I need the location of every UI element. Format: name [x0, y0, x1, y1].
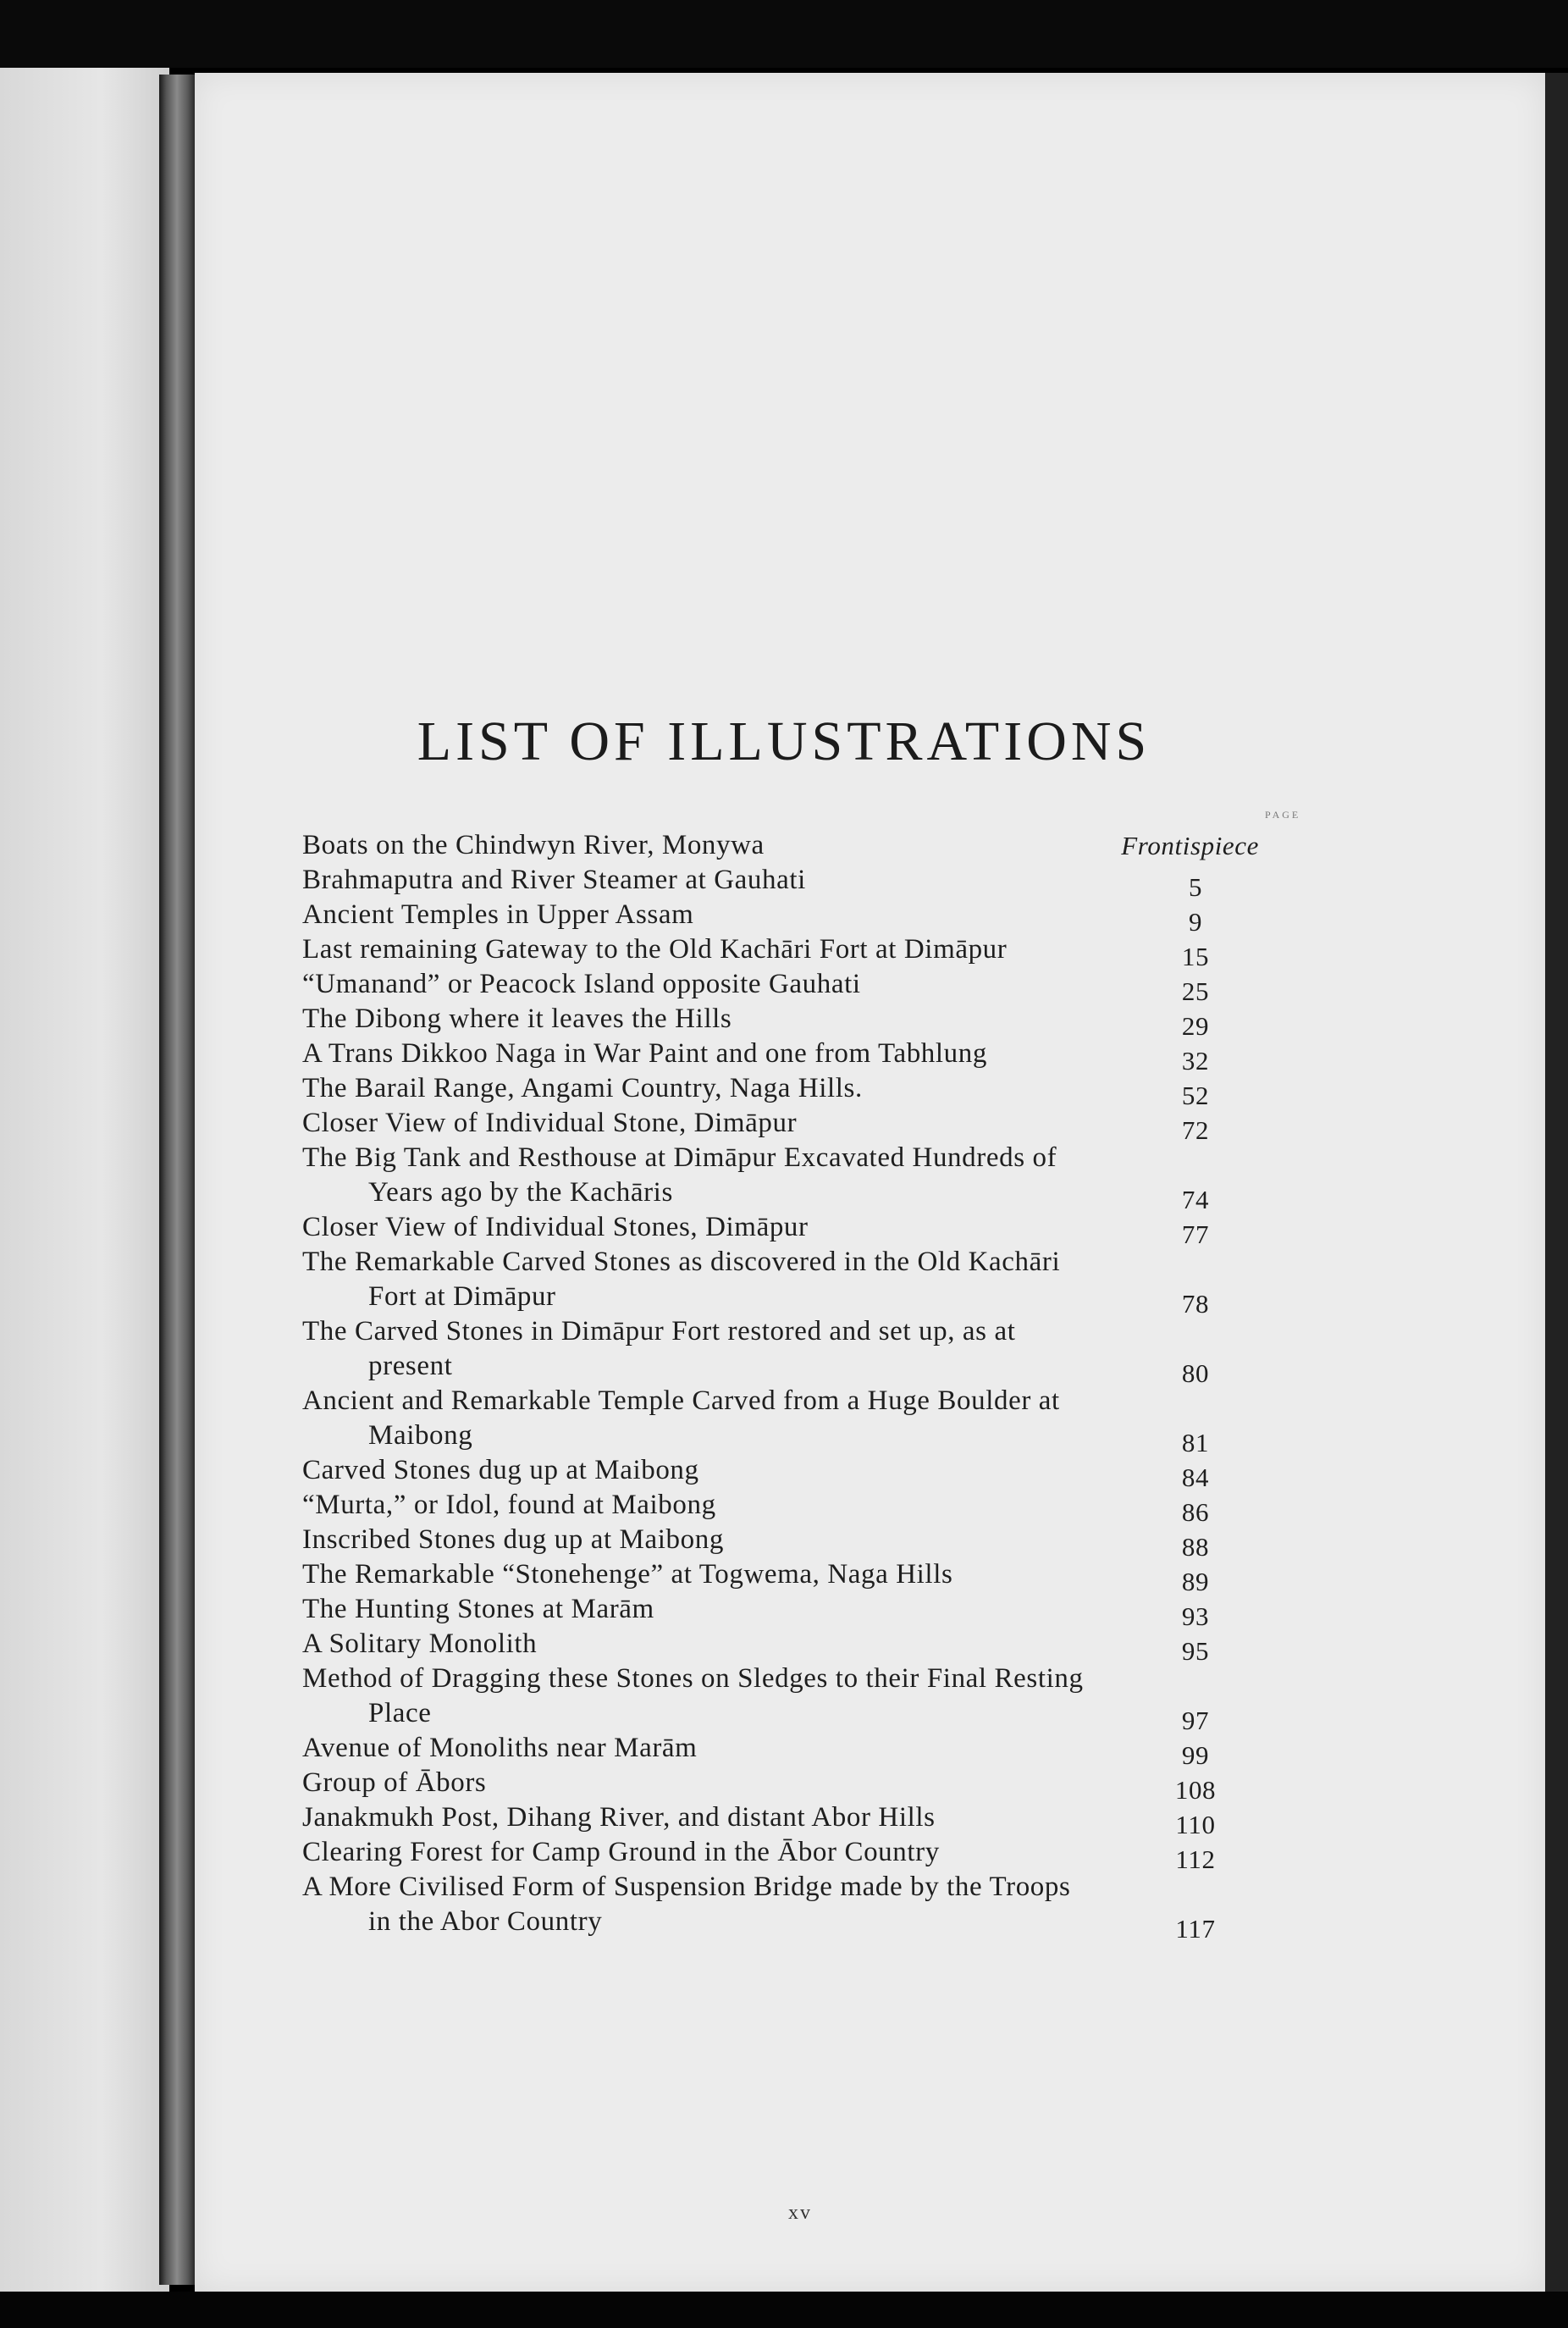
illustration-entry	[302, 1592, 1234, 1631]
page-folio: xv	[788, 2202, 812, 2224]
illustration-entry	[302, 1245, 1234, 1319]
page-title: LIST OF ILLUSTRATIONS	[417, 711, 1151, 772]
illustration-entry	[302, 828, 1259, 863]
entry-page-number: 88	[1181, 1532, 1210, 1562]
entry-caption: Method of Dragging these Stones on Sledges to their Final Resting	[302, 1663, 1084, 1694]
entry-page-number: 72	[1181, 1115, 1210, 1145]
entry-caption: A More Civilised Form of Suspension Bridge made by the Troops	[302, 1872, 1071, 1902]
scan-bottom-border	[0, 2292, 1568, 2328]
entry-caption: Clearing Forest for Camp Ground in the Ābor Country	[302, 1837, 940, 1867]
illustration-entry	[302, 1002, 1234, 1041]
facing-page-edge	[0, 68, 169, 2295]
entry-caption: Janakmukh Post, Dihang River, and distant Abor Hills	[302, 1802, 936, 1833]
entry-page-number: 15	[1181, 942, 1210, 971]
entry-caption: Group of Ābors	[302, 1767, 487, 1798]
entry-caption: The Carved Stones in Dimāpur Fort restored and set up, as at	[302, 1316, 1016, 1346]
entry-caption: The Remarkable Carved Stones as discovered in the Old Kachāri	[302, 1247, 1061, 1277]
illustration-entry	[302, 1384, 1234, 1457]
illustration-entry	[302, 1106, 1234, 1145]
entry-caption: Closer View of Individual Stone, Dimāpur	[302, 1108, 798, 1138]
illustrations-list	[302, 828, 1259, 1944]
illustration-entry	[302, 1870, 1234, 1944]
entry-caption-continuation: present	[368, 1351, 453, 1381]
illustration-entry	[302, 1523, 1234, 1562]
illustration-entry	[302, 1662, 1234, 1735]
entry-caption: Closer View of Individual Stones, Dimāpur	[302, 1212, 809, 1242]
entry-caption: The Remarkable “Stonehenge” at Togwema, Naga Hills	[302, 1559, 953, 1590]
entry-page-number: 97	[1181, 1706, 1210, 1735]
entry-page-number: 84	[1181, 1463, 1210, 1492]
illustration-entry	[302, 1488, 1234, 1527]
entry-page-number: Frontispiece	[1121, 831, 1259, 860]
illustration-entry	[302, 863, 1234, 902]
entry-page-number: 95	[1181, 1636, 1210, 1666]
illustration-entry	[302, 1141, 1234, 1214]
illustration-entry	[302, 898, 1234, 937]
entry-page-number: 81	[1181, 1428, 1210, 1457]
entry-page-number: 86	[1181, 1497, 1210, 1527]
entry-caption: The Big Tank and Resthouse at Dimāpur Excavated Hundreds of	[302, 1142, 1057, 1173]
illustration-entry	[302, 1314, 1234, 1388]
illustration-entry	[302, 967, 1234, 1006]
illustration-entry	[302, 1800, 1234, 1839]
entry-caption: Last remaining Gateway to the Old Kachāri Fort at Dimāpur	[302, 934, 1008, 965]
entry-page-number: 78	[1181, 1289, 1210, 1319]
entry-caption: “Umanand” or Peacock Island opposite Gauhati	[302, 969, 861, 999]
entry-page-number: 108	[1174, 1775, 1217, 1805]
entry-caption: Carved Stones dug up at Maibong	[302, 1455, 699, 1485]
page-column-heading: PAGE	[1265, 809, 1301, 821]
entry-page-number: 29	[1181, 1011, 1210, 1041]
entry-page-number: 77	[1181, 1219, 1210, 1249]
illustration-entry	[302, 1210, 1234, 1249]
entry-page-number: 5	[1188, 872, 1203, 902]
entry-page-number: 80	[1181, 1358, 1210, 1388]
entry-page-number: 52	[1181, 1081, 1210, 1110]
entry-page-number: 117	[1175, 1914, 1216, 1944]
entry-page-number: 99	[1181, 1740, 1210, 1770]
entry-page-number: 110	[1175, 1810, 1216, 1839]
illustration-entry	[302, 1037, 1234, 1076]
entry-page-number: 25	[1181, 976, 1210, 1006]
entry-caption-continuation: Fort at Dimāpur	[368, 1281, 556, 1312]
entry-page-number: 74	[1181, 1185, 1210, 1214]
entry-caption: Avenue of Monoliths near Marām	[302, 1733, 698, 1763]
entry-caption: Boats on the Chindwyn River, Monywa	[302, 830, 765, 860]
entry-caption-continuation: Place	[368, 1698, 432, 1728]
entry-page-number: 9	[1188, 907, 1203, 937]
illustration-entry	[302, 1766, 1234, 1805]
entry-caption: Brahmaputra and River Steamer at Gauhati	[302, 865, 806, 895]
illustration-entry	[302, 932, 1234, 971]
entry-caption: Ancient Temples in Upper Assam	[302, 899, 694, 930]
entry-caption: The Hunting Stones at Marām	[302, 1594, 654, 1624]
entry-caption: A Trans Dikkoo Naga in War Paint and one from Tabhlung	[302, 1038, 987, 1069]
book-spine-gutter	[159, 75, 195, 2285]
entry-caption: The Barail Range, Angami Country, Naga Hills.	[302, 1073, 863, 1103]
illustration-entry	[302, 1557, 1234, 1596]
entry-page-number: 112	[1175, 1844, 1216, 1874]
entry-caption-continuation: in the Abor Country	[368, 1906, 603, 1937]
entry-caption-continuation: Maibong	[368, 1420, 473, 1451]
illustration-entry	[302, 1453, 1234, 1492]
entry-caption-continuation: Years ago by the Kachāris	[368, 1177, 673, 1208]
entry-caption: The Dibong where it leaves the Hills	[302, 1004, 732, 1034]
illustration-entry	[302, 1627, 1234, 1666]
illustration-entry	[302, 1071, 1234, 1110]
illustration-entry	[302, 1835, 1234, 1874]
entry-caption: Inscribed Stones dug up at Maibong	[302, 1524, 724, 1555]
entry-page-number: 89	[1181, 1567, 1210, 1596]
entry-page-number: 93	[1181, 1601, 1210, 1631]
entry-page-number: 32	[1181, 1046, 1210, 1076]
scan-top-border	[0, 0, 1568, 68]
scan-right-border	[1545, 73, 1568, 2292]
entry-caption: “Murta,” or Idol, found at Maibong	[302, 1490, 716, 1520]
entry-caption: A Solitary Monolith	[302, 1628, 538, 1659]
entry-caption: Ancient and Remarkable Temple Carved from a Huge Boulder at	[302, 1385, 1060, 1416]
illustration-entry	[302, 1731, 1234, 1770]
